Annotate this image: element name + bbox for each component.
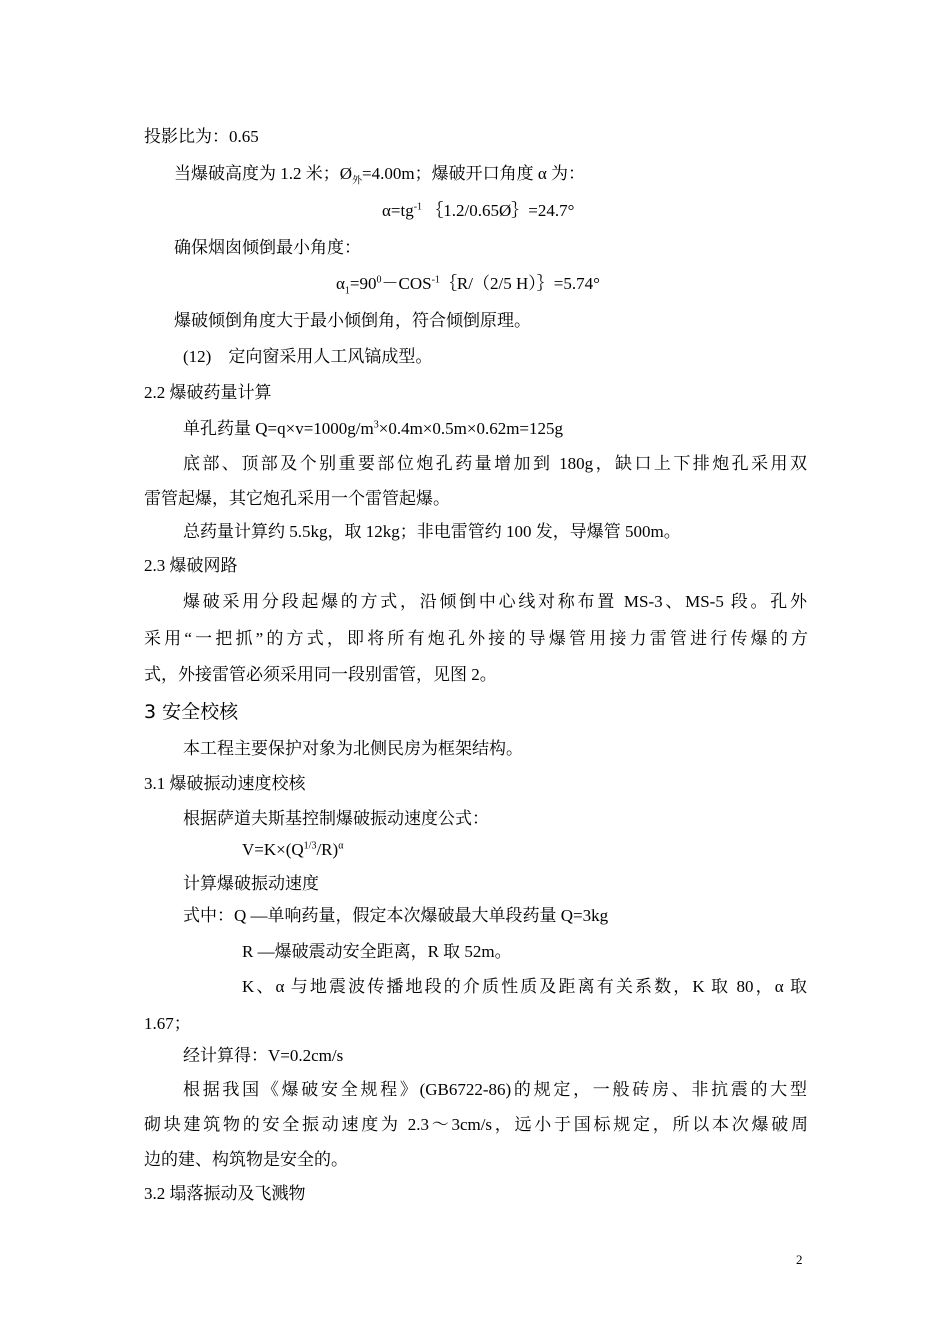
network-para-line-1: 爆破采用分段起爆的方式，沿倾倒中心线对称布置 MS-3、MS-5 段。孔外 bbox=[183, 592, 807, 611]
page-number: 2 bbox=[796, 1252, 803, 1267]
formula1-text-b: ｛1.2/0.65Ø｝=24.7° bbox=[426, 201, 575, 220]
regulation-para-line-1: 根据我国《爆破安全规程》(GB6722-86)的规定，一般砖房、非抗震的大型 bbox=[183, 1080, 807, 1099]
regulation-para-line-2: 砌块建筑物的安全振动速度为 2.3～3cm/s，远小于国标规定，所以本次爆破周 bbox=[144, 1115, 808, 1134]
formula3-text-a: V=K×(Q bbox=[242, 840, 304, 859]
formula3-text-b: /R) bbox=[316, 840, 339, 859]
formula2-text-c: －COS bbox=[381, 274, 432, 293]
section-3-1-heading: 3.1 爆破振动速度校核 bbox=[144, 774, 306, 793]
formula2-superscript-2: -1 bbox=[431, 274, 440, 286]
formula-intro-line: 根据萨道夫斯基控制爆破振动速度公式： bbox=[183, 809, 489, 828]
section-2-2-heading: 2.2 爆破药量计算 bbox=[144, 383, 272, 402]
projection-ratio-line: 投影比为：0.65 bbox=[144, 127, 259, 146]
opening-angle-formula bbox=[382, 200, 574, 222]
regulation-para-line-3: 边的建、构筑物是安全的。 bbox=[144, 1150, 348, 1169]
formula3-superscript-2: α bbox=[338, 840, 344, 852]
outer-subscript: 外 bbox=[352, 175, 363, 187]
vibration-formula bbox=[242, 839, 343, 861]
definition-q-line: 式中：Q —单响药量，假定本次爆破最大单段药量 Q=3kg bbox=[183, 906, 609, 925]
blast-height-line bbox=[174, 163, 585, 185]
min-angle-formula bbox=[336, 273, 600, 295]
formula1-text-a: α=tg bbox=[382, 201, 414, 220]
formula1-superscript: -1 bbox=[413, 201, 423, 213]
formula2-subscript: 1 bbox=[344, 285, 350, 297]
formula3-superscript-1: 1/3 bbox=[303, 840, 317, 852]
charge-text-a: 单孔药量 Q=q×v=1000g/m bbox=[183, 419, 374, 438]
charge-increase-line-2: 雷管起爆，其它炮孔采用一个雷管起爆。 bbox=[144, 489, 450, 508]
section-3-heading: 3 安全校核 bbox=[144, 701, 239, 723]
formula2-superscript-1: 0 bbox=[376, 274, 382, 286]
charge-text-b: ×0.4m×0.5m×0.62m=125g bbox=[378, 419, 564, 438]
min-angle-heading: 确保烟囱倾倒最小角度： bbox=[174, 238, 361, 257]
calc-result-line: 经计算得：V=0.2cm/s bbox=[183, 1046, 344, 1065]
protection-target-line: 本工程主要保护对象为北侧民房为框架结构。 bbox=[183, 739, 523, 758]
single-hole-charge bbox=[183, 418, 563, 440]
definition-r-line: R —爆破震动安全距离，R 取 52m。 bbox=[242, 942, 512, 961]
calc-heading-line: 计算爆破振动速度 bbox=[183, 874, 319, 893]
section-3-2-heading: 3.2 塌落振动及飞溅物 bbox=[144, 1184, 306, 1203]
formula2-text-a: α bbox=[336, 274, 345, 293]
section-2-3-heading: 2.3 爆破网路 bbox=[144, 556, 238, 575]
item-12: (12) 定向窗采用人工风镐成型。 bbox=[183, 347, 433, 366]
blast-height-text-b: =4.00m；爆破开口角度 α 为： bbox=[362, 164, 585, 183]
definition-k-line-2: 1.67； bbox=[144, 1014, 191, 1033]
formula2-text-b: =90 bbox=[349, 274, 377, 293]
charge-superscript: 3 bbox=[373, 419, 379, 431]
total-charge-line: 总药量计算约 5.5kg，取 12kg；非电雷管约 100 发，导爆管 500m。 bbox=[183, 522, 681, 541]
blast-height-text-a: 当爆破高度为 1.2 米；Ø bbox=[174, 164, 353, 183]
network-para-line-2: 采用“一把抓”的方式，即将所有炮孔外接的导爆管用接力雷管进行传爆的方 bbox=[144, 629, 808, 648]
definition-k-line-1: K、α 与地震波传播地段的介质性质及距离有关系数，K 取 80，α 取 bbox=[242, 977, 807, 996]
formula2-text-d: ｛R/（2/5 H）｝=5.74° bbox=[439, 274, 600, 293]
network-para-line-3: 式，外接雷管必须采用同一段别雷管，见图 2。 bbox=[144, 665, 497, 684]
charge-increase-line-1: 底部、顶部及个别重要部位炮孔药量增加到 180g，缺口上下排炮孔采用双 bbox=[183, 454, 807, 473]
tilt-angle-conclusion: 爆破倾倒角度大于最小倾倒角，符合倾倒原理。 bbox=[174, 311, 531, 330]
